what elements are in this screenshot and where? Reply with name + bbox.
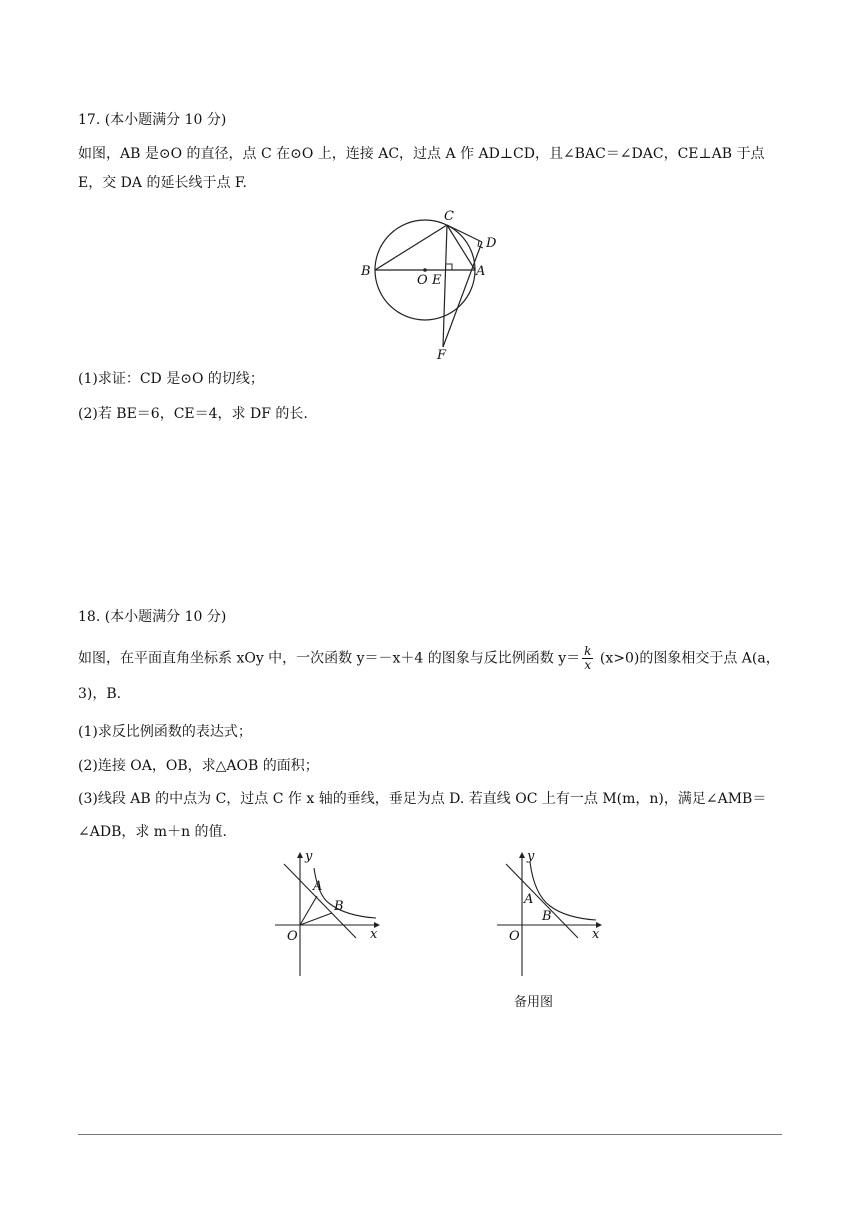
- q18-part1: (1)求反比例函数的表达式；: [78, 724, 252, 740]
- linear-function-line: [284, 864, 356, 938]
- fraction-denominator: x: [584, 658, 592, 672]
- label-y: y: [305, 849, 313, 864]
- spare-figure-caption: 备用图: [514, 995, 554, 1010]
- q18-header: 18. (本小题满分 10 分): [78, 609, 227, 625]
- label-a: A: [476, 264, 486, 279]
- q18-part3-line1: (3)线段 AB 的中点为 C，过点 C 作 x 轴的垂线，垂足为点 D. 若直线 OC 上有一点 M(m，n)，满足∠AMB＝: [78, 791, 767, 807]
- label-o: O: [417, 273, 428, 288]
- label-a: A: [524, 892, 534, 907]
- hyperbola-curve: [530, 862, 596, 920]
- right-angle-e: [447, 264, 453, 270]
- label-y: y: [527, 849, 535, 864]
- center-dot: [423, 268, 427, 272]
- q17-statement-line2: E，交 DA 的延长线于点 F.: [78, 175, 247, 191]
- q18-part2: (2)连接 OA，OB，求△AOB 的面积；: [78, 758, 319, 774]
- q17-circle-figure: [355, 205, 515, 365]
- q18-line1-part-a: 如图，在平面直角坐标系 xOy 中，一次函数 y＝－x＋4 的图象与反比例函数 y＝: [78, 650, 581, 667]
- label-a: A: [313, 879, 323, 894]
- footer-rule: [78, 1134, 782, 1135]
- label-o: O: [287, 929, 298, 944]
- label-c: C: [444, 209, 454, 224]
- label-e: E: [432, 273, 442, 288]
- q18-spare-figure: [492, 848, 612, 980]
- label-f: F: [437, 348, 447, 363]
- label-x: x: [370, 927, 378, 942]
- segment-ob: [300, 913, 332, 925]
- q17-part1: (1)求证：CD 是⊙O 的切线；: [78, 371, 264, 387]
- q17-part2: (2)若 BE＝6，CE＝4，求 DF 的长.: [78, 406, 308, 422]
- q18-part3-line2: ∠ADB，求 m＋n 的值.: [78, 824, 227, 840]
- q18-line1-part-b: (x>0)的图象相交于点 A(a，: [599, 650, 780, 667]
- hyperbola-curve: [314, 868, 376, 918]
- q18-statement-line2: 3)，B.: [78, 686, 122, 702]
- segment-bc: [375, 225, 447, 270]
- segment-cf: [443, 225, 447, 347]
- segment-ad-extended: [443, 242, 482, 347]
- segment-oa: [300, 896, 317, 925]
- label-b: B: [542, 909, 552, 924]
- q17-statement-line1: 如图，AB 是⊙O 的直径，点 C 在⊙O 上，连接 AC，过点 A 作 AD⊥CD，且∠BAC＝∠DAC，CE⊥AB 于点: [78, 146, 765, 162]
- label-o: O: [509, 929, 520, 944]
- q17-header: 17. (本小题满分 10 分): [78, 112, 227, 128]
- q18-coordinate-figure: [270, 848, 390, 980]
- label-b: B: [361, 264, 371, 279]
- label-b: B: [334, 899, 344, 914]
- y-axis-arrow: [519, 852, 525, 858]
- fraction-k-over-x: [582, 645, 593, 672]
- linear-function-line: [506, 864, 578, 938]
- y-axis-arrow: [297, 852, 303, 858]
- label-d: D: [486, 236, 497, 251]
- q18-statement-line1: [78, 645, 782, 672]
- fraction-numerator: k: [584, 644, 592, 658]
- label-x: x: [592, 927, 600, 942]
